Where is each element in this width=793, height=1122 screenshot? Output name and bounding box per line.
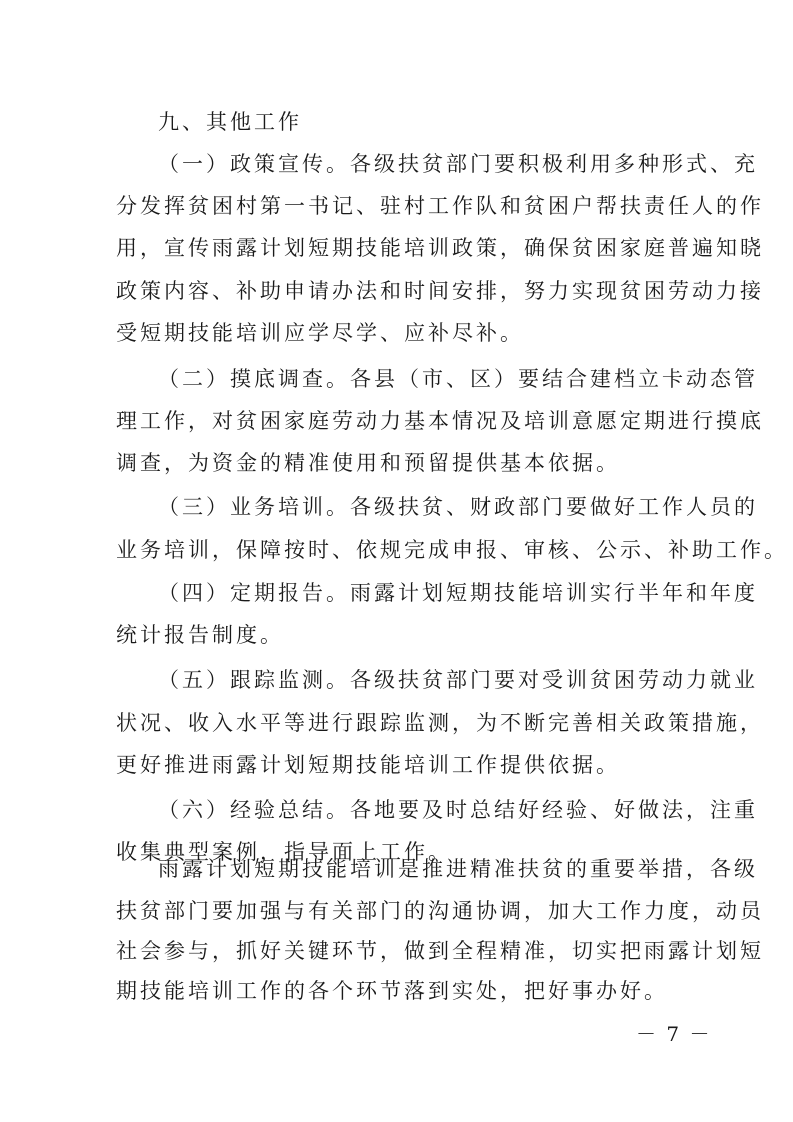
paragraph-line: 用，宣传雨露计划短期技能培训政策，确保贫困家庭普遍知晓 [116,236,764,260]
paragraph-line: （五）跟踪监测。各级扶贫部门要对受训贫困劳动力就业 [158,668,758,692]
paragraph-line: 受短期技能培训应学尽学、应补尽补。 [116,321,524,345]
paragraph-line: 统计报告制度。 [116,623,284,647]
paragraph-line: 状况、收入水平等进行跟踪监测，为不断完善相关政策措施， [116,711,764,735]
paragraph-line: 理工作，对贫困家庭劳动力基本情况及培训意愿定期进行摸底 [116,409,764,433]
paragraph-line: 雨露计划短期技能培训是推进精准扶贫的重要举措，各级 [158,857,758,881]
paragraph-line: 调查，为资金的精准使用和预留提供基本依据。 [116,451,620,475]
paragraph-line: 收集典型案例，指导面上工作。 [116,840,452,864]
paragraph-line: 社会参与，抓好关键环节，做到全程精准，切实把雨露计划短 [116,939,764,963]
paragraph-line: （四）定期报告。雨露计划短期技能培训实行半年和年度 [158,581,758,605]
paragraph-line: 扶贫部门要加强与有关部门的沟通协调，加大工作力度，动员 [116,899,764,923]
paragraph-line: （二）摸底调查。各县（市、区）要结合建档立卡动态管 [158,367,758,391]
paragraph-line: （三）业务培训。各级扶贫、财政部门要做好工作人员的 [158,495,758,519]
paragraph-line: 分发挥贫困村第一书记、驻村工作队和贫困户帮扶责任人的作 [116,194,764,218]
paragraph-line: （六）经验总结。各地要及时总结好经验、好做法，注重 [158,798,758,822]
page-number: － 7 － [636,1022,712,1046]
paragraph-line: （一）政策宣传。各级扶贫部门要积极利用多种形式、充 [158,152,758,176]
paragraph-line: 更好推进雨露计划短期技能培训工作提供依据。 [116,753,620,777]
paragraph-line: 政策内容、补助申请办法和时间安排，努力实现贫困劳动力接 [116,279,764,303]
paragraph-line: 业务培训，保障按时、依规完成申报、审核、公示、补助工作。 [116,538,788,562]
paragraph-line: 期技能培训工作的各个环节落到实处，把好事办好。 [116,979,668,1003]
section-heading: 九、其他工作 [158,110,302,134]
